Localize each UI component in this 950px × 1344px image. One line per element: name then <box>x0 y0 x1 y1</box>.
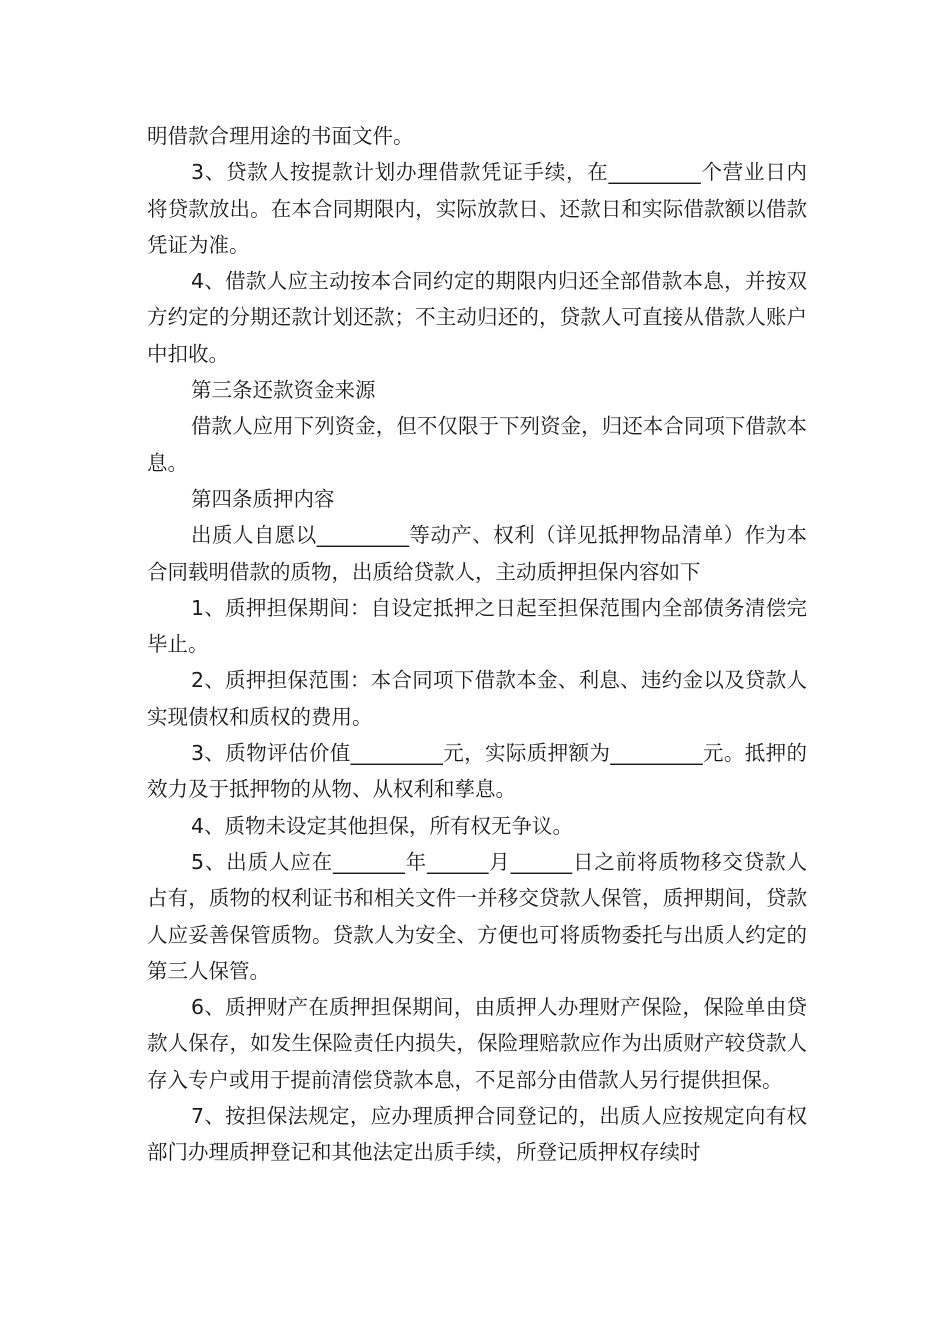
pledge-clause-3: 3、质物评估价值_________元，实际质押额为_________元。抵押的效力及于抵押物的从物、从权利和孳息。 <box>147 741 807 802</box>
pledge-clause-1: 1、质押担保期间：自设定抵押之日起至担保范围内全部债务清偿完毕止。 <box>147 595 807 657</box>
article-4-heading: 第四条质押内容 <box>191 486 335 511</box>
article-3-heading: 第三条还款资金来源 <box>191 378 376 403</box>
pledge-clause-2: 2、质押担保范围：本合同项下借款本金、利息、违约金以及贷款人实现债权和质权的费用。 <box>147 668 807 729</box>
paragraph-continuation: 明借款合理用途的书面文件。 <box>147 124 414 148</box>
clause-4-repayment: 4、借款人应主动按本合同约定的期限内归还全部借款本息，并按双方约定的分期还款计划还款；不主动归还的，贷款人可直接从借款人账户中扣收。 <box>147 269 807 366</box>
pledge-clause-4: 4、质物未设定其他担保，所有权无争议。 <box>191 813 574 838</box>
article-3-body: 借款人应用下列资金，但不仅限于下列资金，归还本合同项下借款本息。 <box>147 414 807 475</box>
pledge-clause-6: 6、质押财产在质押担保期间，由质押人办理财产保险，保险单由贷款人保存，如发生保险责任内损失，保险理赔款应作为出质财产较贷款人存入专户或用于提前清偿贷款本息，不足部分由借款人另行提供担保。 <box>147 995 807 1092</box>
article-4-intro: 出质人自愿以_________等动产、权利（详见抵押物品清单）作为本合同载明借款的质物，出质给贷款人，主动质押担保内容如下 <box>147 523 807 584</box>
document-body <box>147 118 807 1171</box>
clause-3-disbursement: 3、贷款人按提款计划办理借款凭证手续，在_________个营业日内将贷款放出。在本合同期限内，实际放款日、还款日和实际借款额以借款凭证为准。 <box>147 160 807 257</box>
pledge-clause-5: 5、出质人应在_______年______月______日之前将质物移交贷款人占有，质物的权利证书和相关文件一并移交贷款人保管，质押期间，贷款人应妥善保管质物。贷款人为安全、方便也可将质物委托与出质人约定的第三人保管。 <box>147 849 807 983</box>
pledge-clause-7: 7、按担保法规定，应办理质押合同登记的，出质人应按规定向有权部门办理质押登记和其他法定出质手续，所登记质押权存续时 <box>147 1104 807 1165</box>
